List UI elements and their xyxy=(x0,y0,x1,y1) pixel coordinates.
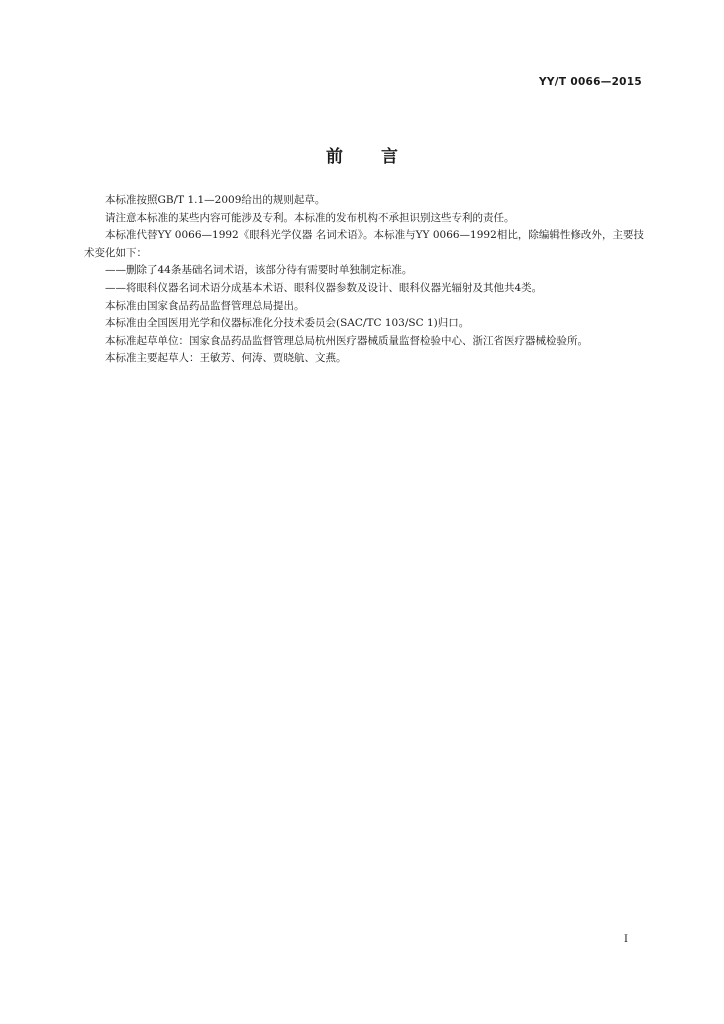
body-text xyxy=(84,192,644,368)
paragraph-replacement: 本标准代替YY 0066—1992《眼科光学仪器 名词术语》。本标准与YY 0066—1992相比，除编辑性修改外，主要技术变化如下： xyxy=(84,229,644,259)
doc-number: YY/T 0066—2015 xyxy=(538,76,642,88)
page-number: I xyxy=(624,934,628,945)
paragraph-drafters: 本标准主要起草人：王敏芳、何涛、贾晓航、文燕。 xyxy=(105,352,347,365)
paragraph-drafting-rules: 本标准按照GB/T 1.1—2009给出的规则起草。 xyxy=(105,194,326,206)
paragraph-change-2: ——将眼科仪器名词术语分成基本术语、眼科仪器参数及设计、眼科仪器光辐射及其他共4类。 xyxy=(105,281,543,294)
page-title: 前言 xyxy=(326,147,436,167)
paragraph-drafting-units: 本标准起草单位：国家食品药品监督管理总局杭州医疗器械质量监督检验中心、浙江省医疗器械检验所。 xyxy=(105,334,588,347)
paragraph-patent-notice: 请注意本标准的某些内容可能涉及专利。本标准的发布机构不承担识别这些专利的责任。 xyxy=(105,211,515,224)
paragraph-committee: 本标准由全国医用光学和仪器标准化分技术委员会(SAC/TC 103/SC 1)归口。 xyxy=(105,317,470,330)
paragraph-change-1: ——删除了44条基础名词术语，该部分待有需要时单独制定标准。 xyxy=(105,264,413,277)
paragraph-proposer: 本标准由国家食品药品监督管理总局提出。 xyxy=(105,299,305,312)
